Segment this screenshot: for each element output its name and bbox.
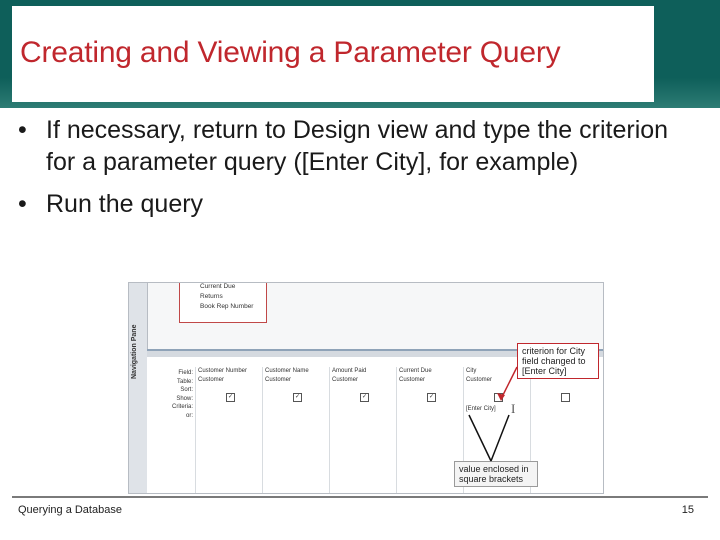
text-cursor-icon: I [511, 401, 516, 416]
table-cell[interactable]: Customer [198, 376, 225, 383]
page-number: 15 [681, 504, 694, 516]
row-label-field: Field: [178, 370, 193, 376]
bullet-icon: • [18, 116, 27, 144]
row-label-show: Show: [176, 395, 193, 402]
callout-criterion: criterion for City field changed to [Enter City] [517, 343, 599, 379]
field-cell[interactable]: Current Due [399, 368, 432, 374]
field-cell[interactable]: Customer Number [198, 368, 248, 374]
bullet-item [18, 114, 688, 178]
row-label-table: Table: [176, 378, 193, 385]
bullet-text: If necessary, return to Design view and type the criterion for a parameter query ([Enter City], for example) [46, 116, 669, 176]
access-design-view-screenshot [128, 282, 604, 494]
arrow-line [491, 415, 509, 461]
field-cell[interactable]: City [466, 368, 477, 374]
table-cell[interactable]: Customer [466, 376, 493, 383]
field-list-item[interactable]: Current Due [200, 283, 236, 290]
navigation-pane-label: Navigation Pane [131, 324, 138, 379]
row-label-or: or: [185, 412, 193, 419]
field-list-item[interactable]: Returns [200, 293, 223, 300]
arrow-line [469, 415, 491, 461]
table-cell[interactable]: Customer [399, 376, 426, 383]
callout-brackets: value enclosed in square brackets [454, 461, 538, 487]
arrow-line [501, 367, 517, 399]
footer-label: Querying a Database [18, 504, 122, 516]
row-label-criteria: Criteria: [171, 404, 193, 410]
row-label-sort: Sort: [180, 387, 193, 393]
field-cell[interactable]: Amount Paid [332, 368, 367, 374]
callout-arrows [129, 283, 603, 493]
criteria-cell[interactable]: [Enter City] [466, 406, 496, 412]
show-checkbox[interactable]: ✓ [361, 393, 368, 400]
show-checkbox[interactable]: ✓ [428, 393, 435, 400]
field-cell[interactable]: Customer Name [265, 368, 309, 374]
table-cell[interactable]: Customer [332, 376, 359, 383]
show-checkbox[interactable]: ✓ [294, 393, 301, 400]
bullet-icon: • [18, 190, 27, 218]
bullet-list [18, 114, 688, 230]
slide-title: Creating and Viewing a Parameter Query [20, 36, 561, 69]
table-cell[interactable]: Customer [265, 376, 292, 383]
bullet-text: Run the query [46, 190, 204, 218]
field-list-item[interactable]: Book Rep Number [200, 303, 254, 310]
bullet-item [18, 188, 688, 220]
footer-divider [12, 496, 708, 498]
show-checkbox[interactable]: ✓ [227, 393, 234, 400]
